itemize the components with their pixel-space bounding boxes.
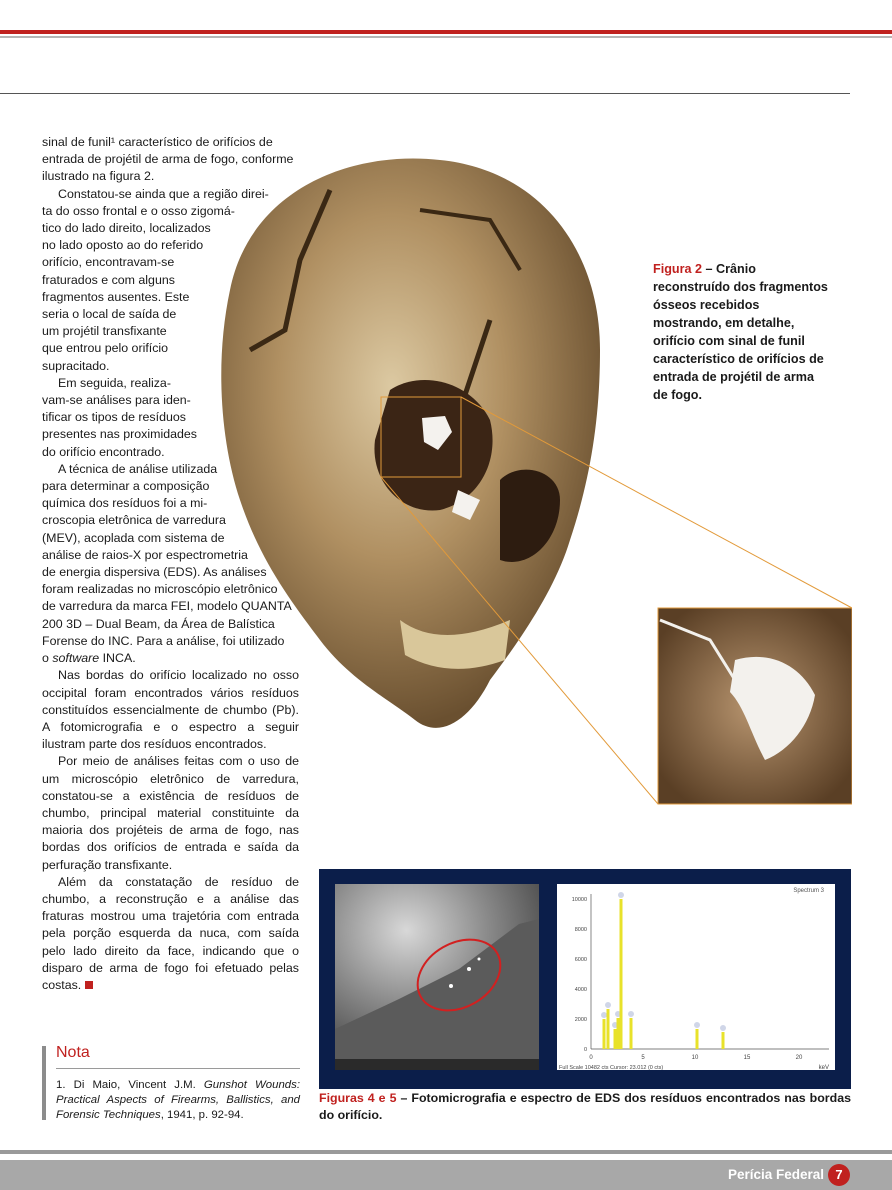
spectrum-peak (617, 1018, 620, 1049)
text-line: entrada de projétil de arma de fogo, conforme (42, 152, 294, 167)
spectrum-peak (607, 1009, 610, 1049)
y-tick-label: 2000 (574, 1017, 587, 1023)
x-tick-label: 20 (795, 1055, 803, 1061)
text-line: (MEV), acoplada com sistema de (42, 530, 225, 545)
text-line: que entrou pelo orifício (42, 341, 169, 356)
page-footer (0, 1160, 892, 1190)
header-rule-red (0, 30, 892, 34)
peak-marker (618, 892, 624, 898)
figure-2-caption: Figura 2 – Crânio reconstruído dos fragmentos ósseos recebidos mostrando, em detalhe, orifício com sinal de funil característico de orifícios de entrada de projétil de arma de fogo. (653, 262, 828, 402)
sem-micrograph (335, 884, 539, 1070)
note-bar (42, 1046, 46, 1120)
spectrum-peak (620, 899, 623, 1049)
text-line: seria o local de saída de (42, 307, 177, 322)
article-body (42, 134, 299, 994)
figures-4-5-graphic (319, 869, 851, 1089)
text-line: 200 3D – Dual Beam, da Área de Balística (42, 616, 275, 631)
magazine-name: Perícia Federal (727, 1167, 824, 1182)
paragraph-5: Nas bordas do orifício localizado no osso occipital foram encontrados vários resíduos constituídos essencialmente de chumbo (Pb). A fotomicrografia e o espectro a seguir ilustram parte dos resíduos encontrados. (42, 668, 299, 752)
eds-spectrum (557, 884, 835, 1071)
text-line: ta do osso frontal e o osso zigomá- (42, 203, 235, 218)
text-line: tificar os tipos de resíduos (42, 410, 186, 425)
x-tick-label: 5 (641, 1055, 645, 1061)
paragraph-1 (42, 134, 299, 186)
y-tick-label: 8000 (574, 927, 587, 933)
x-tick-label: 0 (589, 1055, 593, 1061)
text-line: supracitado. (42, 358, 110, 373)
text-line: análise de raios-X por espectrometria (42, 547, 248, 562)
peak-marker (628, 1011, 634, 1017)
text-line: Forense do INC. Para a análise, foi utilizado (42, 633, 285, 648)
figures-4-5-caption: Figuras 4 e 5 – Fotomicrografia e espectro de EDS dos resíduos encontrados nas bordas do orifício. (319, 1091, 851, 1122)
y-tick-label: 4000 (574, 987, 587, 993)
text-line: de energia dispersiva (EDS). As análises (42, 565, 267, 580)
text-line: Em seguida, realiza- (58, 375, 171, 390)
spectrum-peak (630, 1018, 633, 1049)
figure-2-label: Figura 2 (653, 262, 702, 276)
spectrum-peak (614, 1029, 617, 1049)
text-line: foram realizadas no microscópio eletrônico (42, 582, 278, 597)
spectrum-title: Spectrum 3 (793, 888, 824, 894)
text-line: croscopia eletrônica de varredura (42, 513, 226, 528)
text-line: Constatou-se ainda que a região direi- (58, 186, 269, 201)
text-line: para determinar a composição (42, 479, 210, 494)
text-line: do orifício encontrado. (42, 444, 165, 459)
text-line: ilustrado na figura 2. (42, 169, 155, 184)
text-line: fraturados e com alguns (42, 272, 175, 287)
text-line: fragmentos ausentes. Este (42, 289, 190, 304)
text-line: um projétil transfixante (42, 324, 167, 339)
peak-marker (601, 1012, 607, 1018)
paragraph-3 (42, 375, 299, 461)
footer-rule (0, 1150, 892, 1154)
paragraph-4 (42, 461, 299, 667)
note-title: Nota (56, 1044, 90, 1061)
paragraph-2 (42, 186, 299, 375)
header-rule-gray (0, 36, 892, 38)
detail-inset (658, 608, 852, 804)
paragraph-6: Por meio de análises feitas com o uso de um microscópio eletrônico de varredura, constatou-se a existência de resíduos de chumbo, principal material constituinte da maioria dos projéteis de arma de fogo, nas bordas dos orifícios de entrada e saída da perfuração transfixante. (42, 754, 299, 872)
y-tick-label: 6000 (574, 957, 587, 963)
x-tick-label: 10 (691, 1055, 699, 1061)
text-line: vam-se análises para iden- (42, 393, 191, 408)
y-tick-label: 0 (583, 1047, 587, 1053)
text-line: química dos resíduos foi a mi- (42, 496, 208, 511)
peak-marker (605, 1002, 611, 1008)
text-line: A técnica de análise utilizada (58, 461, 218, 476)
spectrum-peak (696, 1029, 699, 1049)
figures-4-5-panel (319, 869, 851, 1089)
spectrum-status: Full Scale 10482 cts Cursor: 23.012 (0 cts) (559, 1065, 664, 1071)
spectrum-unit: keV (818, 1065, 829, 1071)
text-line: orifício, encontravam-se (42, 255, 175, 270)
paragraph-7: Além da constatação de resíduo de chumbo, a reconstrução e a análise das fraturas mostrou uma trajetória com entrada pela porção esquerda da nuca, com saída pelo lado direito da face, indicando que o disparo de arma de fogo foi efetuado pelas costas. (42, 874, 299, 992)
footnote-text: 1. Di Maio, Vincent J.M. Gunshot Wounds: Practical Aspects of Firearms, Ballistics, and Forensic Techniques, 1941, p. 92-94. (56, 1079, 300, 1121)
peak-marker (720, 1025, 726, 1031)
y-tick-label: 10000 (571, 897, 587, 903)
x-tick-label: 15 (743, 1055, 751, 1061)
spectrum-peak (722, 1032, 725, 1049)
text-line: presentes nas proximidades (42, 427, 197, 442)
text-line: o software INCA. (42, 651, 136, 666)
page-number: 7 (828, 1164, 850, 1186)
text-line: no lado oposto ao do referido (42, 238, 204, 253)
figures-4-5-label: Figuras 4 e 5 (319, 1091, 397, 1105)
end-mark-icon (85, 981, 93, 989)
text-line: sinal de funil¹ característico de orifícios de (42, 135, 273, 149)
spectrum-peak (603, 1019, 606, 1049)
text-line: de varredura da marca FEI, modelo QUANTA (42, 599, 292, 614)
section-rule (0, 93, 850, 94)
text-line: tico do lado direito, localizados (42, 221, 211, 236)
peak-marker (694, 1022, 700, 1028)
note-divider (56, 1068, 300, 1069)
